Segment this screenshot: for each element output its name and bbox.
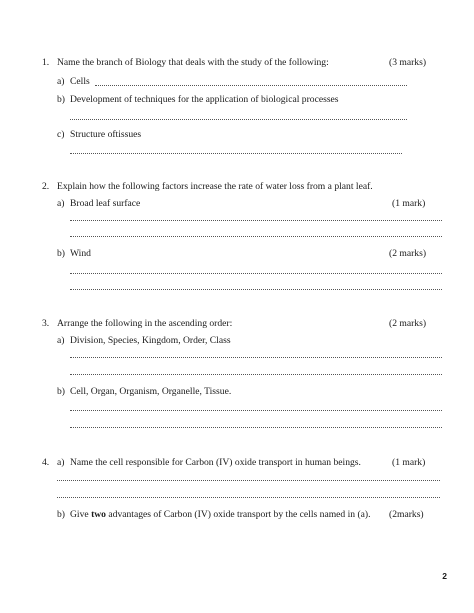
q3-text: Arrange the following in the ascending order:	[57, 318, 233, 329]
q3b-text: Cell, Organ, Organism, Organelle, Tissue.	[70, 386, 232, 397]
answer-line	[70, 219, 442, 221]
q2b-marks: (2 marks)	[389, 248, 427, 259]
q2b-text: Wind	[70, 248, 91, 259]
answer-line	[70, 356, 442, 358]
answer-line	[70, 373, 442, 375]
q4b-text-pre: Give	[70, 509, 92, 520]
q4b-text-post: advantages of Carbon (IV) oxide transport by the cells named in (a).	[105, 509, 371, 520]
q4b-label: b)	[57, 509, 65, 520]
q4a-marks: (1 mark)	[392, 457, 426, 468]
q3a-label: a)	[57, 335, 65, 346]
q4a-label: a)	[57, 457, 65, 468]
q1c-label: c)	[57, 129, 65, 140]
q4b-text	[70, 510, 371, 520]
q2a-label: a)	[57, 198, 65, 209]
answer-line	[70, 235, 442, 237]
q2-number: 2.	[42, 181, 50, 192]
q2b-label: b)	[57, 248, 65, 259]
answer-line	[70, 152, 402, 154]
q1-number: 1.	[42, 57, 50, 68]
q3a-text: Division, Species, Kingdom, Order, Class	[70, 335, 231, 346]
q1a-text: Cells	[70, 76, 90, 87]
q4b-text-bold: two	[91, 509, 106, 520]
q4b-marks: (2marks)	[389, 509, 424, 520]
q3-number: 3.	[42, 318, 50, 329]
q1c-text: Structure oftissues	[70, 129, 142, 140]
answer-line	[57, 496, 440, 498]
q2-text: Explain how the following factors increase the rate of water loss from a plant leaf.	[57, 181, 373, 192]
answer-line	[70, 409, 442, 411]
q2a-text: Broad leaf surface	[70, 198, 141, 209]
q1b-label: b)	[57, 94, 65, 105]
q4-number: 4.	[42, 457, 50, 468]
q3b-label: b)	[57, 386, 65, 397]
answer-line	[70, 118, 407, 120]
q3-marks: (2 marks)	[389, 318, 427, 329]
q1-text: Name the branch of Biology that deals with the study of the following:	[57, 57, 329, 68]
answer-line	[95, 84, 407, 86]
q4a-text: Name the cell responsible for Carbon (IV) oxide transport in human beings.	[70, 457, 361, 468]
q1b-text: Development of techniques for the application of biological processes	[70, 94, 339, 105]
answer-line	[70, 272, 442, 274]
answer-line	[57, 479, 440, 481]
q1a-label: a)	[57, 76, 65, 87]
answer-line	[70, 426, 442, 428]
answer-line	[70, 288, 442, 290]
page-number: 2	[442, 571, 447, 581]
q1-marks: (3 marks)	[389, 57, 427, 68]
q2a-marks: (1 mark)	[392, 198, 426, 209]
